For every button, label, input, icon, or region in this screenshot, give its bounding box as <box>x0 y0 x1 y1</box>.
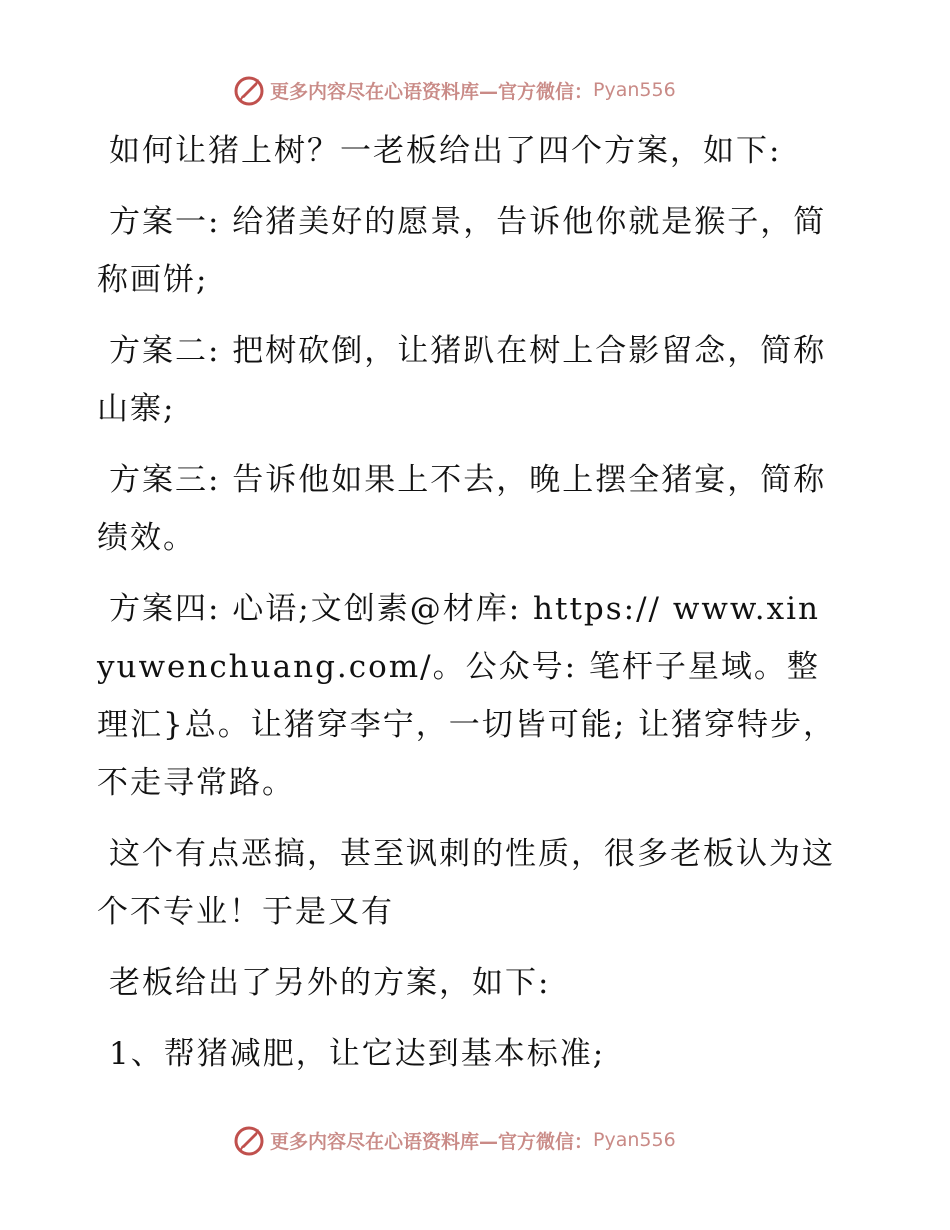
banner-wechat-id: Pyan556 <box>593 79 676 101</box>
document-body <box>97 122 837 1096</box>
quill-seal-icon <box>232 1123 266 1157</box>
paragraph-plan-2: 方案二: 把树砍倒，让猪趴在树上合影留念，简称山寨; <box>97 333 827 427</box>
paragraph-alt-intro: 老板给出了另外的方案，如下: <box>109 965 551 1001</box>
footer-banner <box>232 1122 676 1158</box>
header-banner <box>232 72 676 108</box>
paragraph-plan-3: 方案三: 告诉他如果上不去，晚上摆全猪宴，简称绩效。 <box>97 462 827 556</box>
paragraph-intro: 如何让猪上树？一老板给出了四个方案，如下: <box>109 133 782 169</box>
banner-text: 更多内容尽在心语资料库—官方微信： <box>270 1130 594 1153</box>
banner-wechat-id: Pyan556 <box>593 1129 676 1151</box>
paragraph-plan-4: 方案四: 心语;文创素@材库: https:// www.xinyuwenchuang.com/。公众号: 笔杆子星域。整理汇}总。让猪穿李宁，一切皆可能; 让猪穿特步，不走寻常路。 <box>97 591 837 801</box>
paragraph-comment: 这个有点恶搞，甚至讽刺的性质，很多老板认为这个不专业！于是又有 <box>97 836 835 930</box>
banner-text: 更多内容尽在心语资料库—官方微信： <box>270 80 594 103</box>
quill-seal-icon <box>232 73 266 107</box>
paragraph-alt-1: 1、帮猪减肥，让它达到基本标准; <box>109 1036 606 1072</box>
paragraph-plan-1: 方案一: 给猪美好的愿景，告诉他你就是猴子，简称画饼; <box>97 204 827 298</box>
